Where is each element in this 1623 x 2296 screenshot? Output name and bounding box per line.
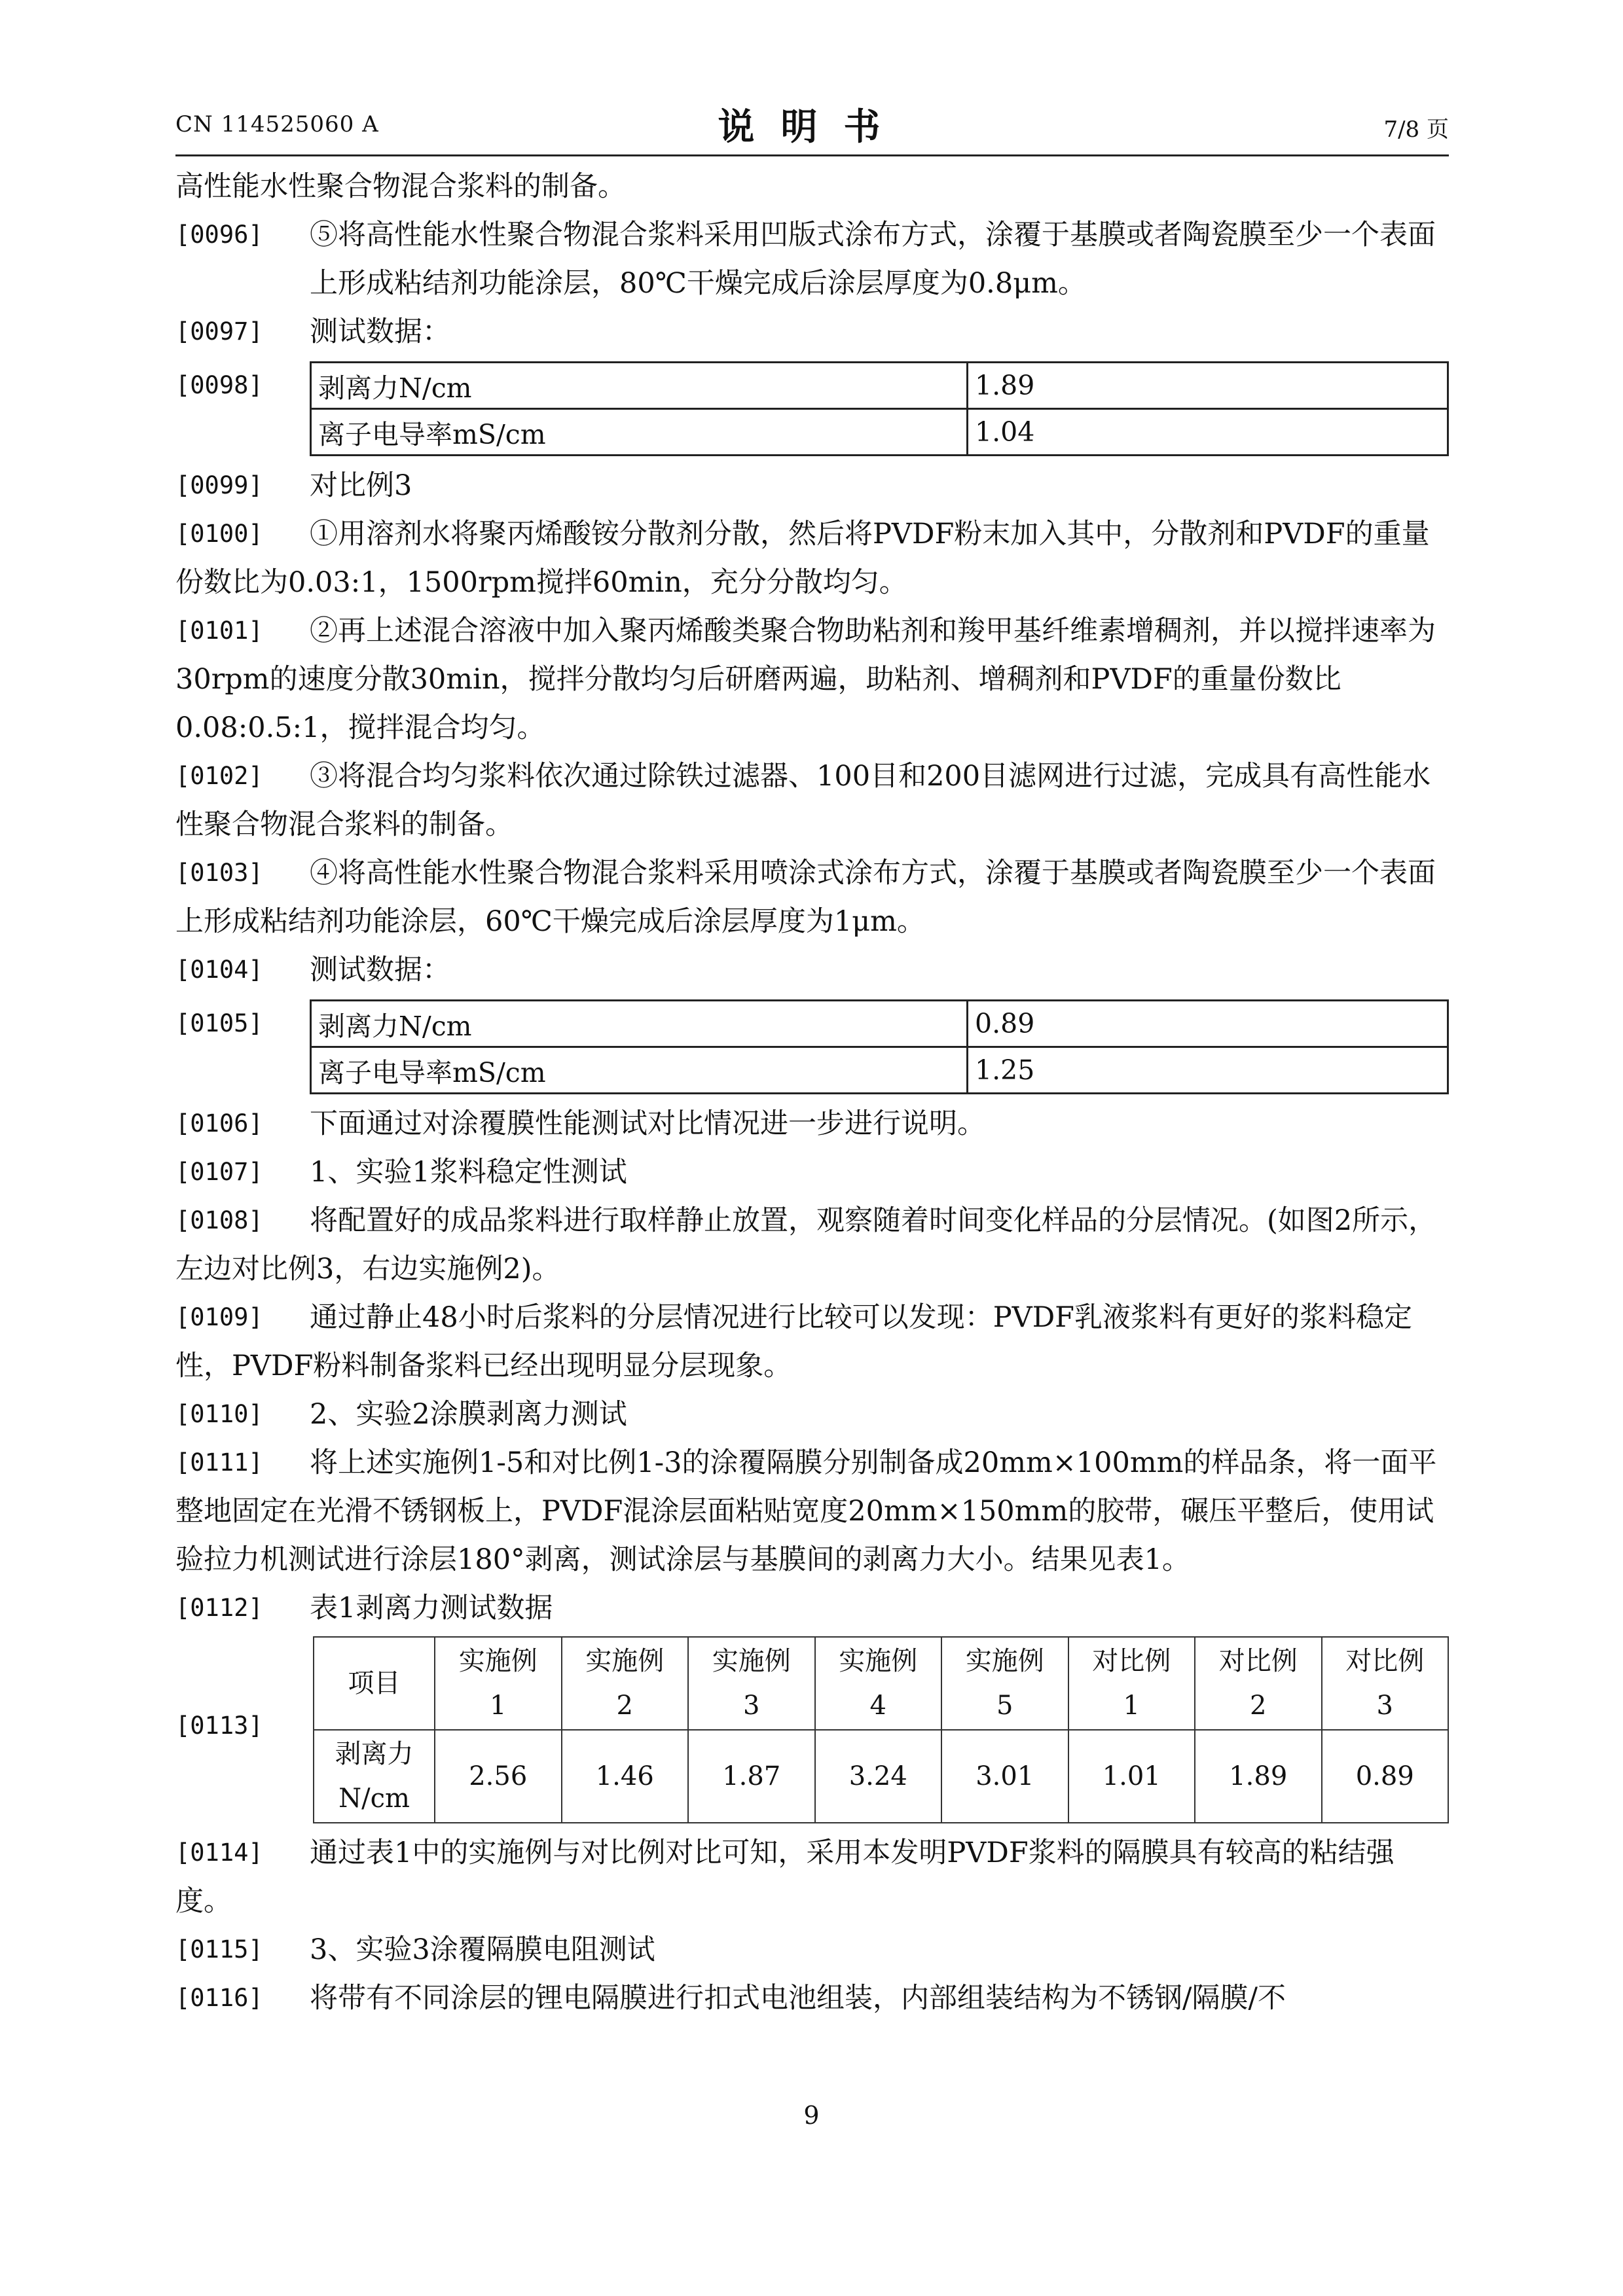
- table-cell-value: 1.46: [562, 1730, 689, 1823]
- column-index: 5: [996, 1691, 1013, 1721]
- paragraph-text: 3、实验3涂覆隔膜电阻测试: [310, 1933, 655, 1966]
- patent-number: CN 114525060 A: [175, 111, 379, 137]
- document-body: [175, 162, 1449, 2022]
- column-index: 3: [743, 1691, 760, 1721]
- paragraph-number: [0114]: [175, 1839, 263, 1867]
- paragraph-text: 将配置好的成品浆料进行取样静止放置，观察随着时间变化样品的分层情况。(如图2所示，左边对比例3，右边实施例2)。: [175, 1204, 1437, 1285]
- table-cell-value: 1.25: [968, 1047, 1448, 1094]
- table-header-cell: [435, 1637, 562, 1730]
- table-cell-value: 1.89: [968, 363, 1448, 409]
- row-label-unit: N/cm: [338, 1784, 410, 1814]
- paragraph-text: ③将混合均匀浆料依次通过除铁过滤器、100目和200目滤网进行过滤，完成具有高性能水性聚合物混合浆料的制备。: [175, 760, 1431, 841]
- table-row: [314, 1730, 1448, 1823]
- table-cell-value: 2.56: [435, 1730, 562, 1823]
- table-cell-value: 0.89: [1322, 1730, 1449, 1823]
- table-row: [311, 1047, 1448, 1094]
- paragraph-text: 将带有不同涂层的锂电隔膜进行扣式电池组装，内部组装结构为不锈钢/隔膜/不: [310, 1982, 1286, 2015]
- paragraph-text: 2、实验2涂膜剥离力测试: [310, 1398, 627, 1431]
- table-cell-value: 3.24: [815, 1730, 942, 1823]
- table-cell-label: 离子电导率mS/cm: [311, 1047, 968, 1094]
- column-index: 4: [869, 1691, 886, 1721]
- paragraph-number: [0110]: [175, 1400, 263, 1428]
- paragraph-0114: [175, 1829, 1449, 1926]
- table-cell-value: 3.01: [941, 1730, 1068, 1823]
- paragraph-text: 通过静止48小时后浆料的分层情况进行比较可以发现：PVDF乳液浆料有更好的浆料稳定性，PVDF粉料制备浆料已经出现明显分层现象。: [175, 1301, 1413, 1382]
- page-indicator: 7/8 页: [1383, 117, 1449, 143]
- paragraph-text: 表1剥离力测试数据: [310, 1592, 553, 1624]
- paragraph-text: 测试数据：: [310, 315, 450, 348]
- table-block-0113: [175, 1636, 1449, 1823]
- column-index: 2: [1250, 1691, 1267, 1721]
- paragraph-0110: [175, 1390, 1449, 1439]
- paragraph-number: [0106]: [175, 1109, 263, 1138]
- table-header-label: 项目: [314, 1637, 435, 1730]
- table-cell-value: 1.87: [688, 1730, 815, 1823]
- paragraph-text: 通过表1中的实施例与对比例对比可知，采用本发明PVDF浆料的隔膜具有较高的粘结强度。: [175, 1837, 1395, 1918]
- paragraph-text: 对比例3: [310, 469, 412, 502]
- paragraph-number: [0097]: [175, 317, 263, 346]
- paragraph-0099: [175, 461, 1449, 510]
- paragraph-0108: [175, 1196, 1449, 1293]
- peel-strength-table: [313, 1636, 1449, 1823]
- paragraph-0112: [175, 1584, 1449, 1632]
- paragraph-0103: [175, 849, 1449, 946]
- column-name: 实施例: [839, 1646, 918, 1676]
- page-number: 9: [803, 2101, 820, 2130]
- table-header-row: [314, 1637, 1448, 1730]
- column-name: 对比例: [1345, 1646, 1425, 1676]
- paragraph-0104: [175, 946, 1449, 994]
- column-name: 实施例: [712, 1646, 791, 1676]
- paragraph-number: [0099]: [175, 471, 263, 499]
- paragraph-0102: [175, 752, 1449, 849]
- table-header-cell: [688, 1637, 815, 1730]
- paragraph-number: [0116]: [175, 1984, 263, 2012]
- column-name: 对比例: [1218, 1646, 1298, 1676]
- paragraph-number: [0107]: [175, 1158, 263, 1186]
- paragraph-0097: [175, 308, 1449, 356]
- paragraph-number: [0098]: [175, 371, 263, 399]
- column-index: 3: [1376, 1691, 1393, 1721]
- paragraph-text: 下面通过对涂覆膜性能测试对比情况进一步进行说明。: [310, 1107, 985, 1140]
- paragraph-number: [0104]: [175, 956, 263, 984]
- column-index: 1: [490, 1691, 507, 1721]
- paragraph-0107: [175, 1148, 1449, 1196]
- paragraph-number: [0096]: [175, 221, 263, 249]
- column-index: 2: [616, 1691, 633, 1721]
- paragraph-text: ④将高性能水性聚合物混合浆料采用喷涂式涂布方式，涂覆于基膜或者陶瓷膜至少一个表面上形成粘结剂功能涂层，60℃干燥完成后涂层厚度为1μm。: [175, 857, 1436, 938]
- paragraph-0101: [175, 607, 1449, 752]
- paragraph-text: 高性能水性聚合物混合浆料的制备。: [175, 170, 626, 203]
- document-title: 说明书: [718, 105, 907, 149]
- paragraph-text: 测试数据：: [310, 954, 450, 986]
- column-index: 1: [1123, 1691, 1140, 1721]
- paragraph-0111: [175, 1439, 1449, 1584]
- column-name: 实施例: [458, 1646, 538, 1676]
- paragraph-0109: [175, 1293, 1449, 1390]
- column-name: 对比例: [1092, 1646, 1171, 1676]
- test-data-table: [310, 999, 1449, 1094]
- paragraph-text: ①用溶剂水将聚丙烯酸铵分散剂分散，然后将PVDF粉末加入其中，分散剂和PVDF的重量份数比为0.03:1，1500rpm搅拌60min，充分分散均匀。: [175, 518, 1430, 599]
- test-data-table: [310, 361, 1449, 456]
- paragraph-number: [0113]: [175, 1712, 263, 1740]
- table-cell-label: 离子电导率mS/cm: [311, 409, 968, 456]
- column-name: 实施例: [585, 1646, 665, 1676]
- paragraph-text: ⑤将高性能水性聚合物混合浆料采用凹版式涂布方式，涂覆于基膜或者陶瓷膜至少一个表面上形成粘结剂功能涂层，80℃干燥完成后涂层厚度为0.8μm。: [310, 219, 1436, 300]
- paragraph-text: ②再上述混合溶液中加入聚丙烯酸类聚合物助粘剂和羧甲基纤维素增稠剂，并以搅拌速率为30rpm的速度分散30min，搅拌分散均匀后研磨两遍，助粘剂、增稠剂和PVDF的重量份数比0.08:0.5:1，搅拌混合均匀。: [175, 615, 1436, 744]
- table-cell-value: 0.89: [968, 1001, 1448, 1047]
- paragraph-number: [0102]: [175, 762, 263, 790]
- table-header-cell: [815, 1637, 942, 1730]
- paragraph-number: [0101]: [175, 617, 263, 645]
- paragraph-continuation: [175, 162, 1449, 211]
- table-cell-value: 1.04: [968, 409, 1448, 456]
- table-cell-label: 剥离力N/cm: [311, 1001, 968, 1047]
- paragraph-number: [0109]: [175, 1303, 263, 1331]
- table-cell-value: 1.01: [1068, 1730, 1195, 1823]
- table-block-0105: [175, 999, 1449, 1094]
- table-header-cell: [1322, 1637, 1449, 1730]
- paragraph-number: [0103]: [175, 859, 263, 887]
- paragraph-number: [0105]: [175, 1009, 263, 1037]
- table-row-label: [314, 1730, 435, 1823]
- table-header-cell: [941, 1637, 1068, 1730]
- table-header-cell: [1068, 1637, 1195, 1730]
- header-rule: [175, 154, 1449, 156]
- page-header: [175, 98, 1449, 151]
- paragraph-number: [0111]: [175, 1448, 263, 1477]
- table-row: [311, 363, 1448, 409]
- table-row: [311, 409, 1448, 456]
- table-row: [311, 1001, 1448, 1047]
- paragraph-text: 1、实验1浆料稳定性测试: [310, 1156, 627, 1189]
- column-name: 实施例: [965, 1646, 1044, 1676]
- paragraph-0116: [175, 1974, 1449, 2022]
- table-header-cell: [562, 1637, 689, 1730]
- paragraph-0106: [175, 1100, 1449, 1148]
- paragraph-text: 将上述实施例1-5和对比例1-3的涂覆隔膜分别制备成20mm×100mm的样品条，将一面平整地固定在光滑不锈钢板上，PVDF混涂层面粘贴宽度20mm×150mm的胶带，碾压平整后，使用试验拉力机测试进行涂层180°剥离，测试涂层与基膜间的剥离力大小。结果见表1。: [175, 1446, 1437, 1576]
- table-cell-value: 1.89: [1195, 1730, 1322, 1823]
- paragraph-number: [0108]: [175, 1206, 263, 1234]
- paragraph-number: [0100]: [175, 520, 263, 548]
- row-label-name: 剥离力: [335, 1739, 414, 1769]
- table-cell-label: 剥离力N/cm: [311, 363, 968, 409]
- paragraph-0096: [175, 211, 1449, 308]
- table-header-cell: [1195, 1637, 1322, 1730]
- paragraph-number: [0112]: [175, 1594, 263, 1622]
- paragraph-number: [0115]: [175, 1935, 263, 1964]
- paragraph-0115: [175, 1926, 1449, 1974]
- paragraph-0100: [175, 510, 1449, 607]
- table-block-0098: [175, 361, 1449, 456]
